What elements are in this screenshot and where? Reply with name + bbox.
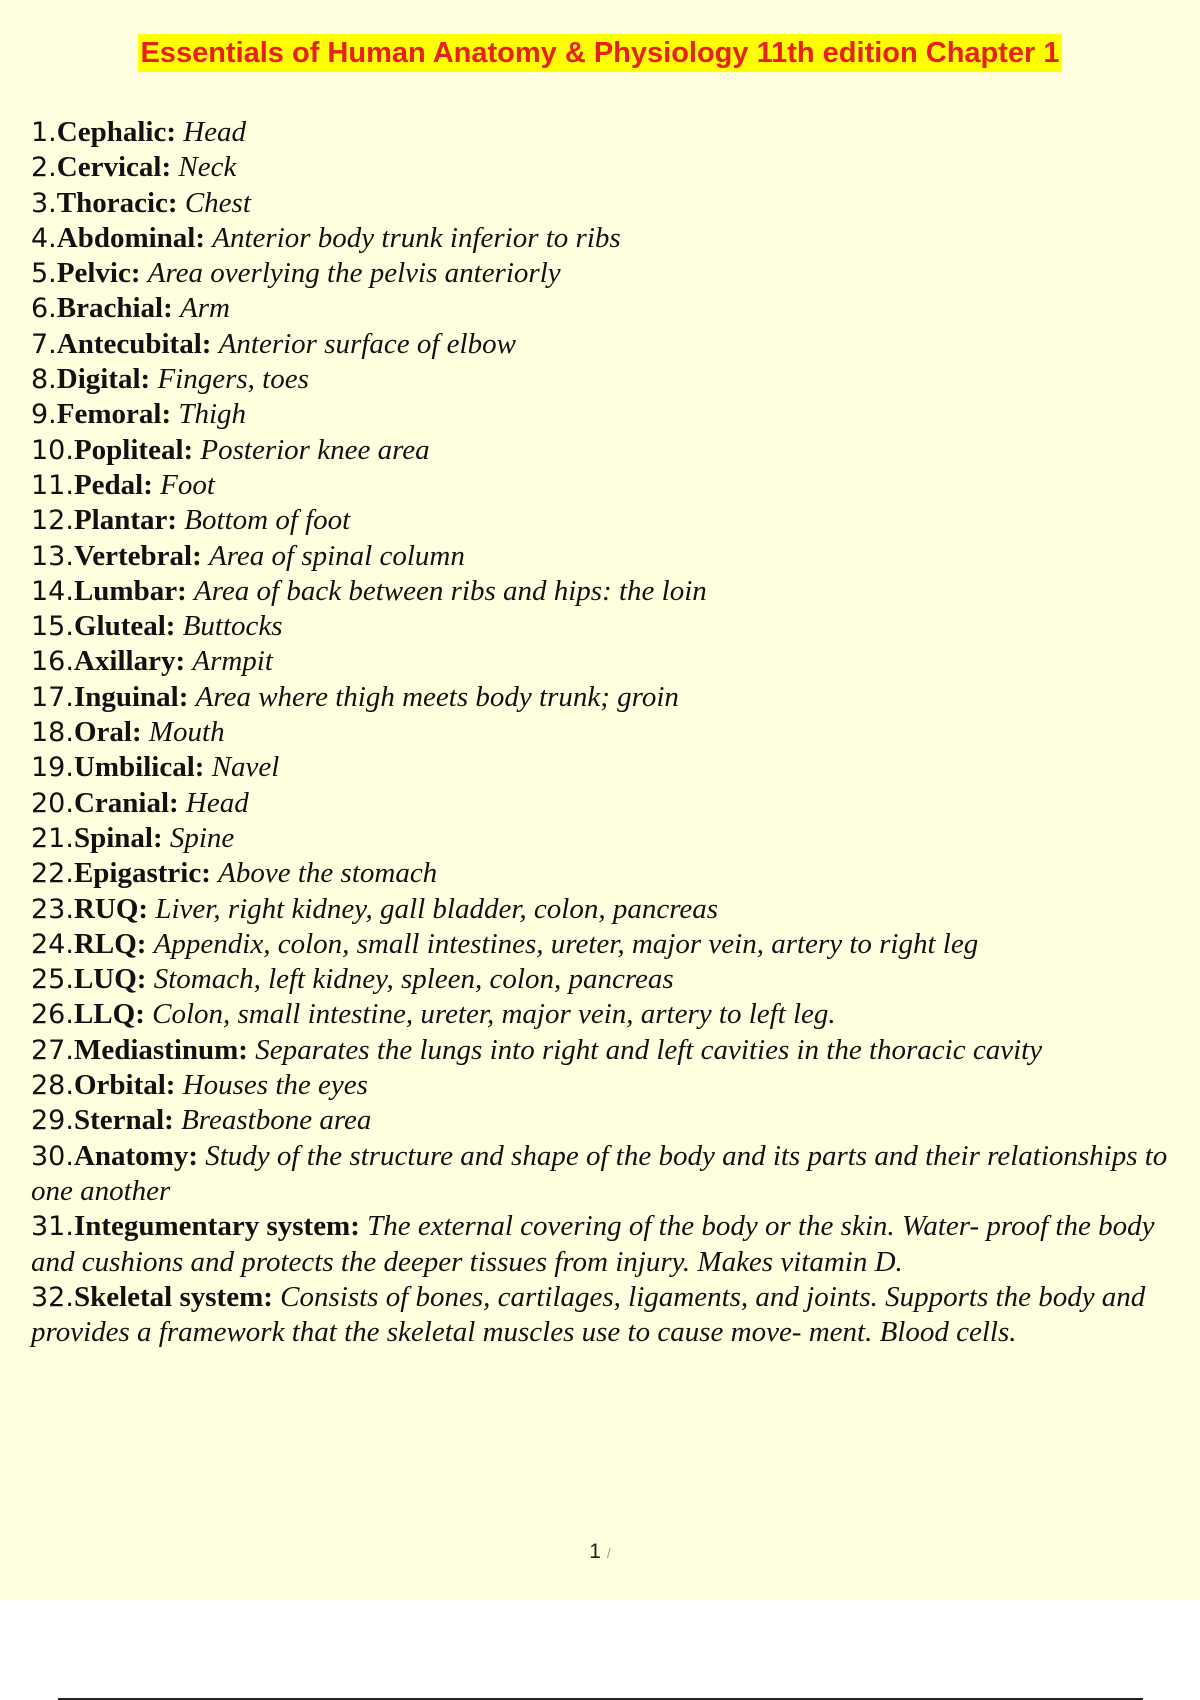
term-list <box>31 115 1183 1350</box>
list-item <box>31 186 1183 221</box>
item-number: 24. <box>31 928 74 960</box>
list-item <box>31 1103 1183 1138</box>
list-item <box>31 644 1183 679</box>
item-term: Spinal: <box>73 821 163 854</box>
item-definition: Head <box>183 116 247 148</box>
item-number: 7. <box>31 328 57 360</box>
list-item <box>31 115 1183 150</box>
item-definition: Liver, right kidney, gall bladder, colon, pancreas <box>155 892 719 925</box>
item-definition: Stomach, left kidney, spleen, colon, pancreas <box>153 963 674 996</box>
item-definition: Study of the structure and shape of the body and its parts and their relationships to one another <box>31 1139 1168 1207</box>
item-definition: Houses the eyes <box>182 1069 368 1102</box>
item-number: 29. <box>31 1105 74 1137</box>
item-number: 32. <box>31 1281 74 1313</box>
item-definition: Separates the lungs into right and left cavities in the thoracic cavity <box>255 1033 1043 1066</box>
item-term: Anatomy: <box>73 1139 198 1172</box>
item-term: Inguinal: <box>73 680 189 713</box>
item-number: 1. <box>31 117 57 148</box>
item-term: LUQ: <box>73 963 147 996</box>
list-item <box>31 1139 1183 1210</box>
list-item <box>31 503 1183 538</box>
item-number: 2. <box>31 152 57 184</box>
item-number: 25. <box>31 964 74 996</box>
item-number: 31. <box>31 1211 74 1243</box>
list-item <box>31 786 1183 821</box>
item-term: LLQ: <box>73 998 145 1031</box>
item-definition: Armpit <box>192 645 273 678</box>
item-term: Thoracic: <box>56 186 178 219</box>
item-number: 20. <box>31 787 74 819</box>
item-term: Sternal: <box>73 1104 174 1137</box>
item-number: 18. <box>31 717 74 749</box>
item-definition: Bottom of foot <box>184 504 351 537</box>
item-definition: Neck <box>178 151 237 184</box>
item-definition: Colon, small intestine, ureter, major vein, artery to left leg. <box>152 998 836 1031</box>
list-item <box>31 856 1183 891</box>
item-definition: Arm <box>180 292 230 325</box>
item-term: Umbilical: <box>73 751 205 784</box>
item-number: 15. <box>31 611 74 643</box>
title-row <box>0 34 1200 72</box>
list-item <box>31 397 1183 432</box>
list-item <box>31 574 1183 609</box>
item-number: 3. <box>31 187 57 219</box>
item-definition: Anterior surface of elbow <box>218 327 516 360</box>
item-term: Antecubital: <box>56 327 212 360</box>
document-title: Essentials of Human Anatomy & Physiology 11th edition Chapter 1 <box>138 34 1061 72</box>
item-number: 21. <box>31 822 74 854</box>
item-term: Gluteal: <box>73 610 176 643</box>
item-term: Epigastric: <box>73 857 211 890</box>
item-number: 4. <box>31 222 57 254</box>
list-item <box>31 1209 1183 1280</box>
item-definition: Chest <box>184 186 251 219</box>
item-number: 23. <box>31 893 74 925</box>
item-definition: Area where thigh meets body trunk; groin <box>195 680 679 713</box>
list-item <box>31 221 1183 256</box>
list-item <box>31 362 1183 397</box>
item-definition: Appendix, colon, small intestines, ureter, major vein, artery to right leg <box>153 927 979 960</box>
item-definition: Spine <box>169 821 235 854</box>
list-item <box>31 256 1183 291</box>
item-definition: Anterior body trunk inferior to ribs <box>212 221 621 254</box>
item-term: Skeletal system: <box>73 1280 273 1313</box>
item-term: Axillary: <box>73 645 186 678</box>
item-number: 27. <box>31 1034 74 1066</box>
item-definition: Area of back between ribs and hips: the loin <box>194 574 707 607</box>
item-term: Lumbar: <box>73 574 187 607</box>
item-definition: The external covering of the body or the skin. Water- proof the body and cushions and protects the deeper tissues from injury. Makes vitamin D. <box>31 1210 1155 1278</box>
item-definition: Mouth <box>148 716 225 749</box>
item-term: Orbital: <box>73 1069 176 1102</box>
item-definition: Navel <box>211 751 280 784</box>
item-definition: Head <box>185 786 249 819</box>
item-number: 22. <box>31 858 74 890</box>
list-item <box>31 433 1183 468</box>
item-definition: Thigh <box>178 398 247 431</box>
item-term: Plantar: <box>73 504 178 537</box>
item-number: 10. <box>31 434 74 466</box>
list-item <box>31 1280 1183 1351</box>
list-item <box>31 892 1183 927</box>
item-number: 13. <box>31 540 74 572</box>
item-number: 8. <box>31 364 57 396</box>
item-definition: Area of spinal column <box>208 539 465 572</box>
list-item <box>31 468 1183 503</box>
list-item <box>31 680 1183 715</box>
list-item <box>31 150 1183 185</box>
item-number: 5. <box>31 258 57 290</box>
item-term: Cervical: <box>56 151 172 184</box>
list-item <box>31 327 1183 362</box>
list-item <box>31 1033 1183 1068</box>
item-term: Cranial: <box>73 786 179 819</box>
item-number: 14. <box>31 575 74 607</box>
item-term: Pelvic: <box>56 257 141 290</box>
item-term: Brachial: <box>56 292 173 325</box>
item-definition: Posterior knee area <box>200 433 430 466</box>
item-number: 30. <box>31 1140 74 1172</box>
item-term: RLQ: <box>73 927 147 960</box>
list-item <box>31 997 1183 1032</box>
item-definition: Buttocks <box>182 610 283 643</box>
item-term: Cephalic: <box>56 116 176 148</box>
item-definition: Foot <box>160 468 215 501</box>
item-term: Pedal: <box>73 468 153 501</box>
item-term: Abdominal: <box>56 221 206 254</box>
item-number: 6. <box>31 293 57 325</box>
list-item <box>31 962 1183 997</box>
item-definition: Fingers, toes <box>157 363 309 396</box>
item-term: Oral: <box>73 716 142 749</box>
item-definition: Breastbone area <box>181 1104 372 1137</box>
list-item <box>31 821 1183 856</box>
item-number: 19. <box>31 752 74 784</box>
item-term: Integumentary system: <box>73 1210 360 1243</box>
list-item <box>31 291 1183 326</box>
item-term: Popliteal: <box>73 433 194 466</box>
item-term: Femoral: <box>56 398 172 431</box>
item-definition: Area overlying the pelvis anteriorly <box>147 257 561 290</box>
item-term: Digital: <box>56 363 151 396</box>
list-item <box>31 715 1183 750</box>
page-number-suffix: / <box>606 1545 611 1561</box>
item-number: 16. <box>31 646 74 678</box>
item-number: 17. <box>31 681 74 713</box>
list-item <box>31 609 1183 644</box>
item-number: 26. <box>31 999 74 1031</box>
list-item <box>31 1068 1183 1103</box>
page-number-row <box>0 1540 1200 1564</box>
item-term: Vertebral: <box>73 539 202 572</box>
list-item <box>31 539 1183 574</box>
list-item <box>31 927 1183 962</box>
item-definition: Above the stomach <box>218 857 438 890</box>
item-number: 12. <box>31 505 74 537</box>
item-number: 11. <box>31 469 74 501</box>
item-definition: Consists of bones, cartilages, ligaments, and joints. Supports the body and provides a framework that the skeletal muscles use to cause move- ment. Blood cells. <box>31 1280 1146 1349</box>
item-number: 28. <box>31 1070 74 1102</box>
item-number: 9. <box>31 399 57 431</box>
item-term: RUQ: <box>73 892 149 925</box>
list-item <box>31 750 1183 785</box>
item-term: Mediastinum: <box>73 1033 248 1066</box>
page-number: 1 <box>589 1540 601 1563</box>
